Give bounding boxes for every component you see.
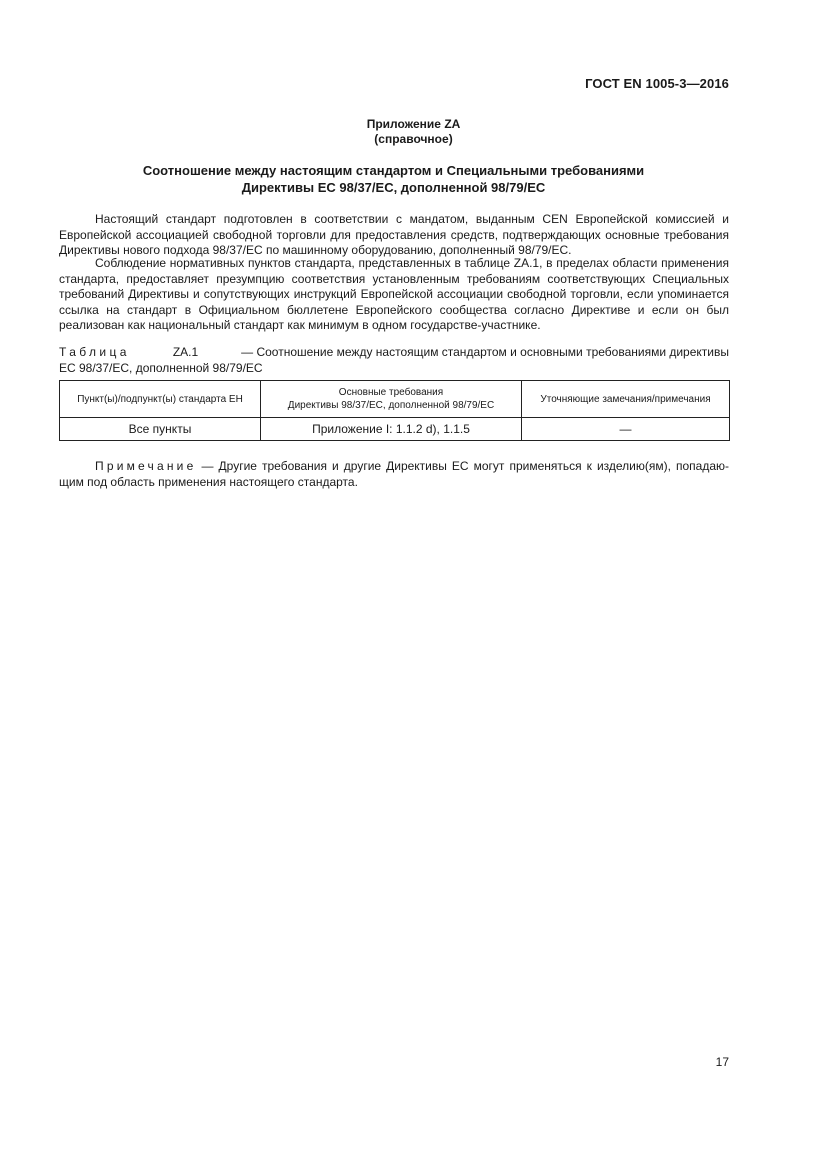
table-cell-clauses: Все пункты: [60, 418, 261, 441]
paragraph-mandate: Настоящий стандарт подготовлен в соответствии с мандатом, выданным CEN Европейской комиссией и Европейской ассоциацией свободной торговли для предоставления средств, подтверждающих основные требования Директивы нового подхода 98/37/ЕС по машинному оборудованию, дополненный 98/79/ЕС.: [59, 212, 729, 258]
annex-title-line2: Директивы ЕС 98/37/ЕС, дополненной 98/79/ЕС: [241, 180, 546, 195]
annex-title-line1: Соотношение между настоящим стандартом и Специальными требованиями: [142, 163, 645, 178]
annex-label: Приложение ZA: [366, 117, 461, 131]
table-header-row: [60, 381, 730, 418]
table-header-requirements: [261, 381, 522, 418]
table-caption-number: ZA.1: [172, 345, 199, 359]
annex-heading: [0, 117, 827, 147]
paragraph-compliance: Соблюдение нормативных пунктов стандарта, представленных в таблице ZA.1, в пределах области применения стандарта, предоставляет презумпцию соответствия установленным требованиям соответствующих Специальных требований Директивы и сопутствующих инструкций Европейской ассоциации свободной торговли, если упоминается ссылка на стандарт в Официальном бюллетене Европейского сообщества согласно Директиве и если он был реализован как национальный стандарт как минимум в одном государстве-участнике.: [59, 256, 729, 333]
standard-code: ГОСТ EN 1005-3—2016: [585, 76, 729, 91]
table-cell-remarks: —: [522, 418, 730, 441]
table-cell-requirements: Приложение I: 1.1.2 d), 1.1.5: [261, 418, 522, 441]
table-caption: [59, 345, 729, 376]
table-header-requirements-line1: Основные требования: [338, 387, 444, 398]
table-header-remarks: Уточняющие замечания/примечания: [522, 381, 730, 418]
annex-title: [0, 162, 787, 196]
table-caption-text-line1: — Соотношение между настоящим стандартом и основными требованиями директивы: [241, 345, 729, 359]
page-number: 17: [715, 1055, 729, 1069]
table-header-requirements-line2: Директивы 98/37/ЕС, дополненной 98/79/ЕС: [287, 400, 495, 411]
note: [59, 459, 729, 490]
table-row: [60, 418, 730, 441]
table-header-clauses: Пункт(ы)/подпункт(ы) стандарта ЕН: [60, 381, 261, 418]
table-caption-label: Таблица: [59, 345, 130, 359]
correspondence-table: [59, 380, 730, 441]
annex-type: (справочное): [374, 132, 453, 146]
note-label: Примечание: [95, 459, 197, 473]
note-text: — Другие требования и другие Директивы ЕС могут применяться к изделию(ям), попадающим под область применения настоящего стандарта.: [59, 459, 729, 489]
table-caption-text-line2: ЕС 98/37/ЕС, дополненной 98/79/ЕС: [59, 360, 263, 375]
